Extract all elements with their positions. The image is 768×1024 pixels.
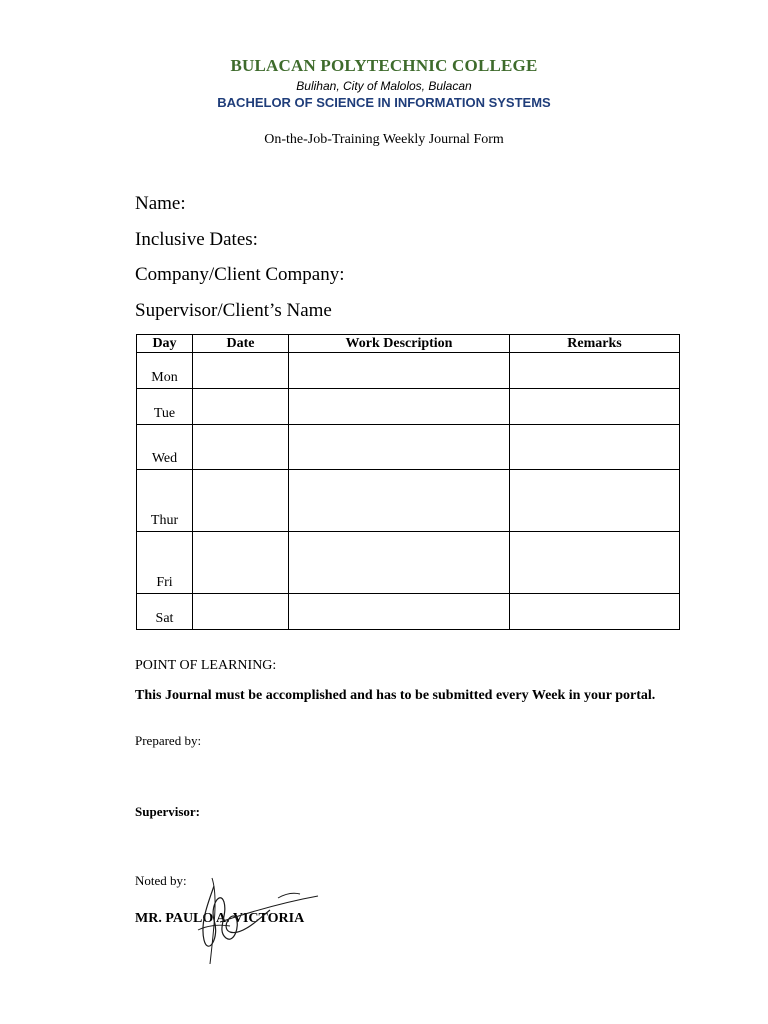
company-label: Company/Client Company: bbox=[135, 264, 345, 285]
header-date: Date bbox=[193, 335, 289, 353]
day-cell-thur: Thur bbox=[137, 470, 193, 532]
weekly-journal-table bbox=[136, 334, 680, 630]
inclusive-dates-label: Inclusive Dates: bbox=[135, 229, 258, 250]
signer-name: MR. PAULO A. VICTORIA bbox=[135, 911, 305, 926]
college-name: BULACAN POLYTECHNIC COLLEGE bbox=[230, 56, 538, 75]
date-cell[interactable] bbox=[193, 353, 289, 389]
work-description-cell[interactable] bbox=[289, 353, 510, 389]
day-cell-wed: Wed bbox=[137, 425, 193, 470]
table-row bbox=[137, 425, 680, 470]
date-cell[interactable] bbox=[193, 389, 289, 425]
day-cell-fri: Fri bbox=[137, 532, 193, 594]
noted-by-label: Noted by: bbox=[135, 873, 187, 888]
header-day: Day bbox=[137, 335, 193, 353]
supervisor-label: Supervisor: bbox=[135, 804, 200, 819]
work-description-cell[interactable] bbox=[289, 532, 510, 594]
remarks-cell[interactable] bbox=[510, 353, 680, 389]
table-header-row bbox=[137, 335, 680, 353]
day-cell-sat: Sat bbox=[137, 594, 193, 630]
prepared-by-label: Prepared by: bbox=[135, 733, 202, 748]
remarks-cell[interactable] bbox=[510, 594, 680, 630]
program-name: BACHELOR OF SCIENCE IN INFORMATION SYSTEMS bbox=[217, 95, 551, 110]
table-row bbox=[137, 594, 680, 630]
work-description-cell[interactable] bbox=[289, 425, 510, 470]
remarks-cell[interactable] bbox=[510, 470, 680, 532]
remarks-cell[interactable] bbox=[510, 425, 680, 470]
day-cell-tue: Tue bbox=[137, 389, 193, 425]
date-cell[interactable] bbox=[193, 425, 289, 470]
remarks-cell[interactable] bbox=[510, 532, 680, 594]
day-cell-mon: Mon bbox=[137, 353, 193, 389]
header-work-description: Work Description bbox=[289, 335, 510, 353]
supervisor-name-label: Supervisor/Client’s Name bbox=[135, 300, 332, 321]
date-cell[interactable] bbox=[193, 470, 289, 532]
table-row bbox=[137, 532, 680, 594]
point-of-learning-label: POINT OF LEARNING: bbox=[135, 658, 277, 673]
work-description-cell[interactable] bbox=[289, 470, 510, 532]
table-row bbox=[137, 353, 680, 389]
name-field-label: Name: bbox=[135, 193, 186, 214]
table-row bbox=[137, 389, 680, 425]
date-cell[interactable] bbox=[193, 532, 289, 594]
college-address: Bulihan, City of Malolos, Bulacan bbox=[296, 79, 472, 93]
submission-notice: This Journal must be accomplished and has to be submitted every Week in your portal. bbox=[135, 688, 656, 703]
form-title: On-the-Job-Training Weekly Journal Form bbox=[264, 132, 504, 147]
header-remarks: Remarks bbox=[510, 335, 680, 353]
handwritten-signature bbox=[190, 868, 330, 973]
date-cell[interactable] bbox=[193, 594, 289, 630]
remarks-cell[interactable] bbox=[510, 389, 680, 425]
work-description-cell[interactable] bbox=[289, 594, 510, 630]
table-row bbox=[137, 470, 680, 532]
work-description-cell[interactable] bbox=[289, 389, 510, 425]
